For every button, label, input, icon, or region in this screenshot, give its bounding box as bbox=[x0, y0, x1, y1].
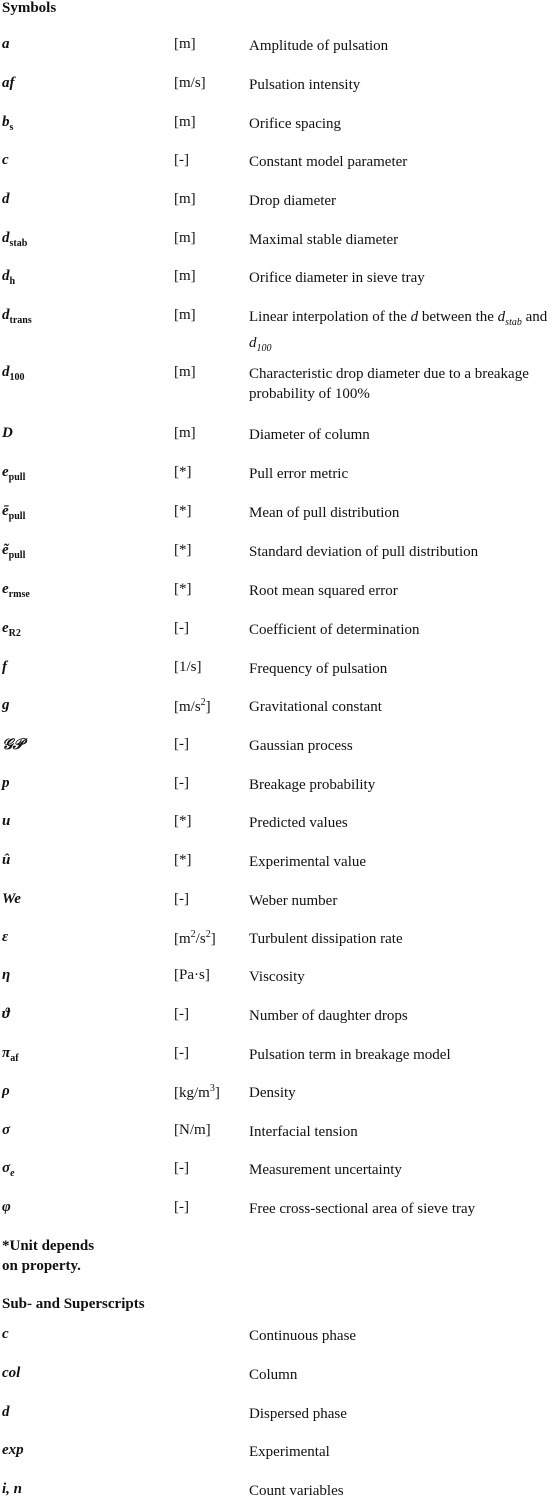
symbol-unit: [m] bbox=[174, 425, 196, 441]
symbol-unit: [N/m] bbox=[174, 1122, 211, 1138]
symbol-description: Standard deviation of pull distribution bbox=[249, 544, 479, 560]
symbol-subscript: e bbox=[10, 1168, 15, 1179]
unit-note-line-2: on property. bbox=[2, 1258, 81, 1274]
subscript-symbol: c bbox=[2, 1326, 9, 1342]
subscript-description: Continuous phase bbox=[249, 1328, 357, 1344]
symbol-unit: [-] bbox=[174, 152, 189, 168]
symbol-description: Density bbox=[249, 1085, 296, 1101]
symbol-name: $b_s$ bbox=[2, 114, 14, 133]
symbol-description: Experimental value bbox=[249, 854, 367, 870]
symbol-name: $ē_{pull}$ bbox=[2, 503, 26, 522]
symbol-unit: [Pa·s] bbox=[174, 967, 210, 983]
symbol-unit: [-] bbox=[174, 1006, 189, 1022]
subscript-symbol: exp bbox=[2, 1442, 24, 1458]
symbol-name: φ bbox=[2, 1199, 11, 1215]
symbol-description: Predicted values bbox=[249, 815, 348, 831]
symbol-name: f bbox=[2, 659, 7, 675]
symbol-description: Interfacial tension bbox=[249, 1124, 358, 1140]
inline-subscript: 100 bbox=[256, 343, 272, 354]
symbol-description: Drop diameter bbox=[249, 193, 337, 209]
symbol-name: $e_{R2}$ bbox=[2, 620, 21, 639]
symbol-description: Frequency of pulsation bbox=[249, 661, 388, 677]
symbol-unit: [*] bbox=[174, 503, 192, 519]
symbol-description: Constant model parameter bbox=[249, 154, 408, 170]
symbol-name: $e_{pull}$ bbox=[2, 464, 26, 483]
symbol-name: $d_h$ bbox=[2, 268, 16, 287]
symbol-name: u bbox=[2, 813, 11, 829]
symbol-name: p bbox=[2, 775, 10, 791]
symbol-unit: [m] bbox=[174, 191, 196, 207]
subscripts-heading: Sub- and Superscripts bbox=[2, 1296, 145, 1312]
unit-superscript: 2 bbox=[200, 697, 206, 708]
symbol-description: Turbulent dissipation rate bbox=[249, 931, 403, 947]
symbol-description: Measurement uncertainty bbox=[249, 1162, 402, 1178]
symbol-name: $d_{100}$ bbox=[2, 364, 25, 383]
subscript-description: Count variables bbox=[249, 1483, 344, 1499]
symbol-subscript: h bbox=[9, 276, 16, 287]
symbol-name: af bbox=[2, 75, 15, 91]
symbol-subscript: R2 bbox=[8, 628, 21, 639]
symbol-name: η bbox=[2, 967, 11, 983]
symbol-description: Mean of pull distribution bbox=[249, 505, 400, 521]
symbol-unit: [-] bbox=[174, 1199, 189, 1215]
symbol-description: Free cross-sectional area of sieve tray bbox=[249, 1201, 476, 1217]
symbol-description: Orifice diameter in sieve tray bbox=[249, 270, 425, 286]
symbol-description: Weber number bbox=[249, 893, 338, 909]
symbol-description: Amplitude of pulsation bbox=[249, 38, 389, 54]
unit-superscript: 3 bbox=[209, 1083, 215, 1094]
symbol-description: Pull error metric bbox=[249, 466, 349, 482]
symbol-description: Linear interpolation of the d between the $d_{stab}$ and $d_{100}$ bbox=[249, 309, 548, 354]
symbol-description: Maximal stable diameter bbox=[249, 232, 399, 248]
symbol-description: Gravitational constant bbox=[249, 699, 382, 715]
symbol-subscript: pull bbox=[8, 472, 26, 483]
symbol-unit: [-] bbox=[174, 620, 189, 636]
symbol-name: $d_{stab}$ bbox=[2, 230, 28, 249]
symbol-subscript: pull bbox=[8, 511, 26, 522]
symbol-unit: [-] bbox=[174, 736, 189, 752]
symbol-unit: [-] bbox=[174, 891, 189, 907]
unit-note bbox=[2, 1236, 142, 1276]
symbol-name: 𝒢𝒫 bbox=[2, 737, 24, 753]
unit-superscript: 2 bbox=[190, 929, 196, 940]
unit-superscript: 2 bbox=[205, 929, 211, 940]
symbol-unit: [-] bbox=[174, 1045, 189, 1061]
symbol-subscript: 100 bbox=[9, 372, 25, 383]
symbol-name: ρ bbox=[2, 1083, 10, 1099]
symbol-unit: [-] bbox=[174, 1160, 189, 1176]
inline-symbol: $d_{100}$ bbox=[249, 335, 272, 354]
symbol-unit: [m] bbox=[174, 307, 196, 323]
subscript-symbol: i, n bbox=[2, 1481, 23, 1497]
symbol-description: Orifice spacing bbox=[249, 116, 342, 132]
unit-note-line-1: *Unit depends bbox=[2, 1238, 95, 1254]
symbol-description: Pulsation intensity bbox=[249, 77, 361, 93]
symbol-name: c bbox=[2, 152, 9, 168]
inline-symbol: d bbox=[410, 309, 419, 325]
subscript-symbol: col bbox=[2, 1365, 21, 1381]
symbol-name: û bbox=[2, 852, 11, 868]
symbol-description: Root mean squared error bbox=[249, 583, 398, 599]
symbol-description: Diameter of column bbox=[249, 427, 370, 443]
symbols-heading: Symbols bbox=[2, 0, 57, 16]
symbol-name: $\pi_{af}$ bbox=[2, 1045, 19, 1064]
symbol-unit: [*] bbox=[174, 581, 192, 597]
symbol-name: ẽ$_{pull}$ bbox=[2, 542, 26, 561]
symbol-description: Number of daughter drops bbox=[249, 1008, 408, 1024]
symbol-unit: $[m^2/s^2]$ bbox=[174, 929, 216, 947]
symbol-name: ε bbox=[2, 929, 9, 945]
subscript-description: Experimental bbox=[249, 1444, 330, 1460]
symbol-unit: [1/s] bbox=[174, 659, 202, 675]
subscript-description: Column bbox=[249, 1367, 298, 1383]
inline-subscript: stab bbox=[505, 317, 522, 328]
symbol-unit: [*] bbox=[174, 542, 192, 558]
symbol-unit: [*] bbox=[174, 813, 192, 829]
symbol-unit: [-] bbox=[174, 775, 189, 791]
symbol-subscript: stab bbox=[9, 238, 28, 249]
symbol-unit: [*] bbox=[174, 464, 192, 480]
symbol-subscript: pull bbox=[8, 550, 26, 561]
symbol-name: $\sigma_e$ bbox=[2, 1160, 15, 1179]
inline-symbol: $d_{stab}$ bbox=[497, 309, 522, 328]
symbol-description: Characteristic drop diameter due to a breakage probability of 100% bbox=[249, 366, 529, 402]
symbol-name: We bbox=[2, 891, 21, 907]
symbol-subscript: s bbox=[9, 122, 14, 133]
symbol-unit: $[kg/m^3]$ bbox=[174, 1083, 220, 1101]
symbol-name: $d_{trans}$ bbox=[2, 307, 32, 326]
symbol-unit: [m] bbox=[174, 364, 196, 380]
symbol-description: Gaussian process bbox=[249, 738, 353, 754]
subscript-symbol: d bbox=[2, 1404, 10, 1420]
symbol-subscript: rmse bbox=[8, 589, 30, 600]
symbol-unit: [m] bbox=[174, 230, 196, 246]
symbol-name: d bbox=[2, 191, 10, 207]
symbol-description: Viscosity bbox=[249, 969, 305, 985]
symbol-name: $e_{rmse}$ bbox=[2, 581, 30, 600]
symbol-unit: [m] bbox=[174, 36, 196, 52]
symbol-unit: [m/s] bbox=[174, 75, 206, 91]
symbol-subscript: trans bbox=[9, 315, 32, 326]
symbol-unit: $[m/s^2]$ bbox=[174, 697, 211, 715]
symbol-name: σ bbox=[2, 1122, 11, 1138]
symbol-name: ϑ bbox=[2, 1006, 10, 1022]
symbol-unit: [*] bbox=[174, 852, 192, 868]
symbol-description: Pulsation term in breakage model bbox=[249, 1047, 451, 1063]
symbol-subscript: af bbox=[10, 1053, 19, 1064]
symbol-description: Breakage probability bbox=[249, 777, 376, 793]
subscript-description: Dispersed phase bbox=[249, 1406, 347, 1422]
symbol-name: a bbox=[2, 36, 10, 52]
symbol-description: Coefficient of determination bbox=[249, 622, 420, 638]
symbol-unit: [m] bbox=[174, 268, 196, 284]
symbol-name: D bbox=[2, 425, 13, 441]
symbol-name: g bbox=[2, 697, 10, 713]
symbol-unit: [m] bbox=[174, 114, 196, 130]
